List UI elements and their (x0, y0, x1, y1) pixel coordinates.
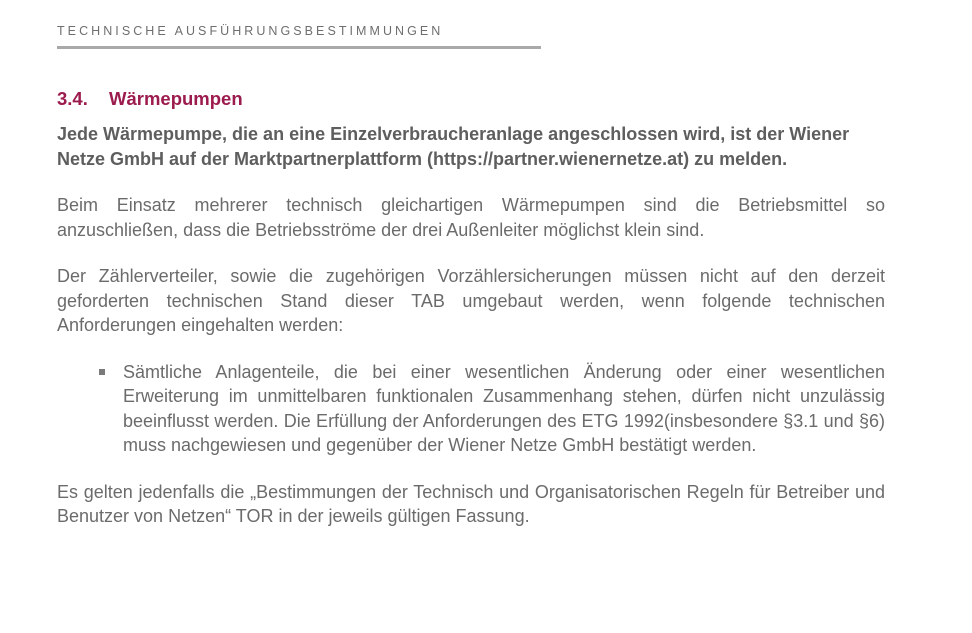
section-heading (57, 88, 243, 110)
square-bullet-icon (99, 369, 105, 375)
lead-paragraph: Jede Wärmepumpe, die an eine Einzelverbraucheranlage angeschlossen wird, ist der Wiener Netze GmbH auf der Marktpartnerplattform (https://partner.wienernetze.at) zu melden. (57, 124, 850, 169)
list-item-text: Sämtliche Anlagenteile, die bei einer wesentlichen Änderung oder einer wesentlichen Erweiterung im unmittelbaren funktionalen Zusammenhang stehen, dürfen nicht unzulässig beeinflusst werden. Die Erfüllung der Anforderungen des ETG 1992(insbesondere §3.1 und §6) muss nachgewiesen und gegenüber der Wiener Netze GmbH bestätigt werden. (123, 361, 885, 455)
paragraph-tor-reference: Es gelten jedenfalls die „Bestimmungen der Technisch und Organisatorischen Regeln für Betreiber und Benutzer von Netzen“ TOR in der jeweils gültigen Fassung. (57, 481, 885, 526)
paragraph-phase-balancing: Beim Einsatz mehrerer technisch gleichartigen Wärmepumpen sind die Betriebsmittel so anzuschließen, dass die Betriebsströme der drei Außenleiter möglichst klein sind. (57, 195, 885, 240)
list-item (123, 360, 885, 458)
section-number: 3.4. (57, 88, 88, 109)
section-title: Wärmepumpen (109, 88, 243, 109)
requirements-list (57, 360, 885, 458)
header-divider (57, 46, 541, 49)
section-body (57, 122, 885, 529)
paragraph-meter-distributor: Der Zählerverteiler, sowie die zugehörigen Vorzählersicherungen müssen nicht auf den derzeit geforderten technischen Stand dieser TAB umgebaut werden, wenn folgende technischen Anforderungen eingehalten werden: (57, 266, 885, 335)
document-header-title: TECHNISCHE AUSFÜHRUNGSBESTIMMUNGEN (57, 24, 444, 38)
